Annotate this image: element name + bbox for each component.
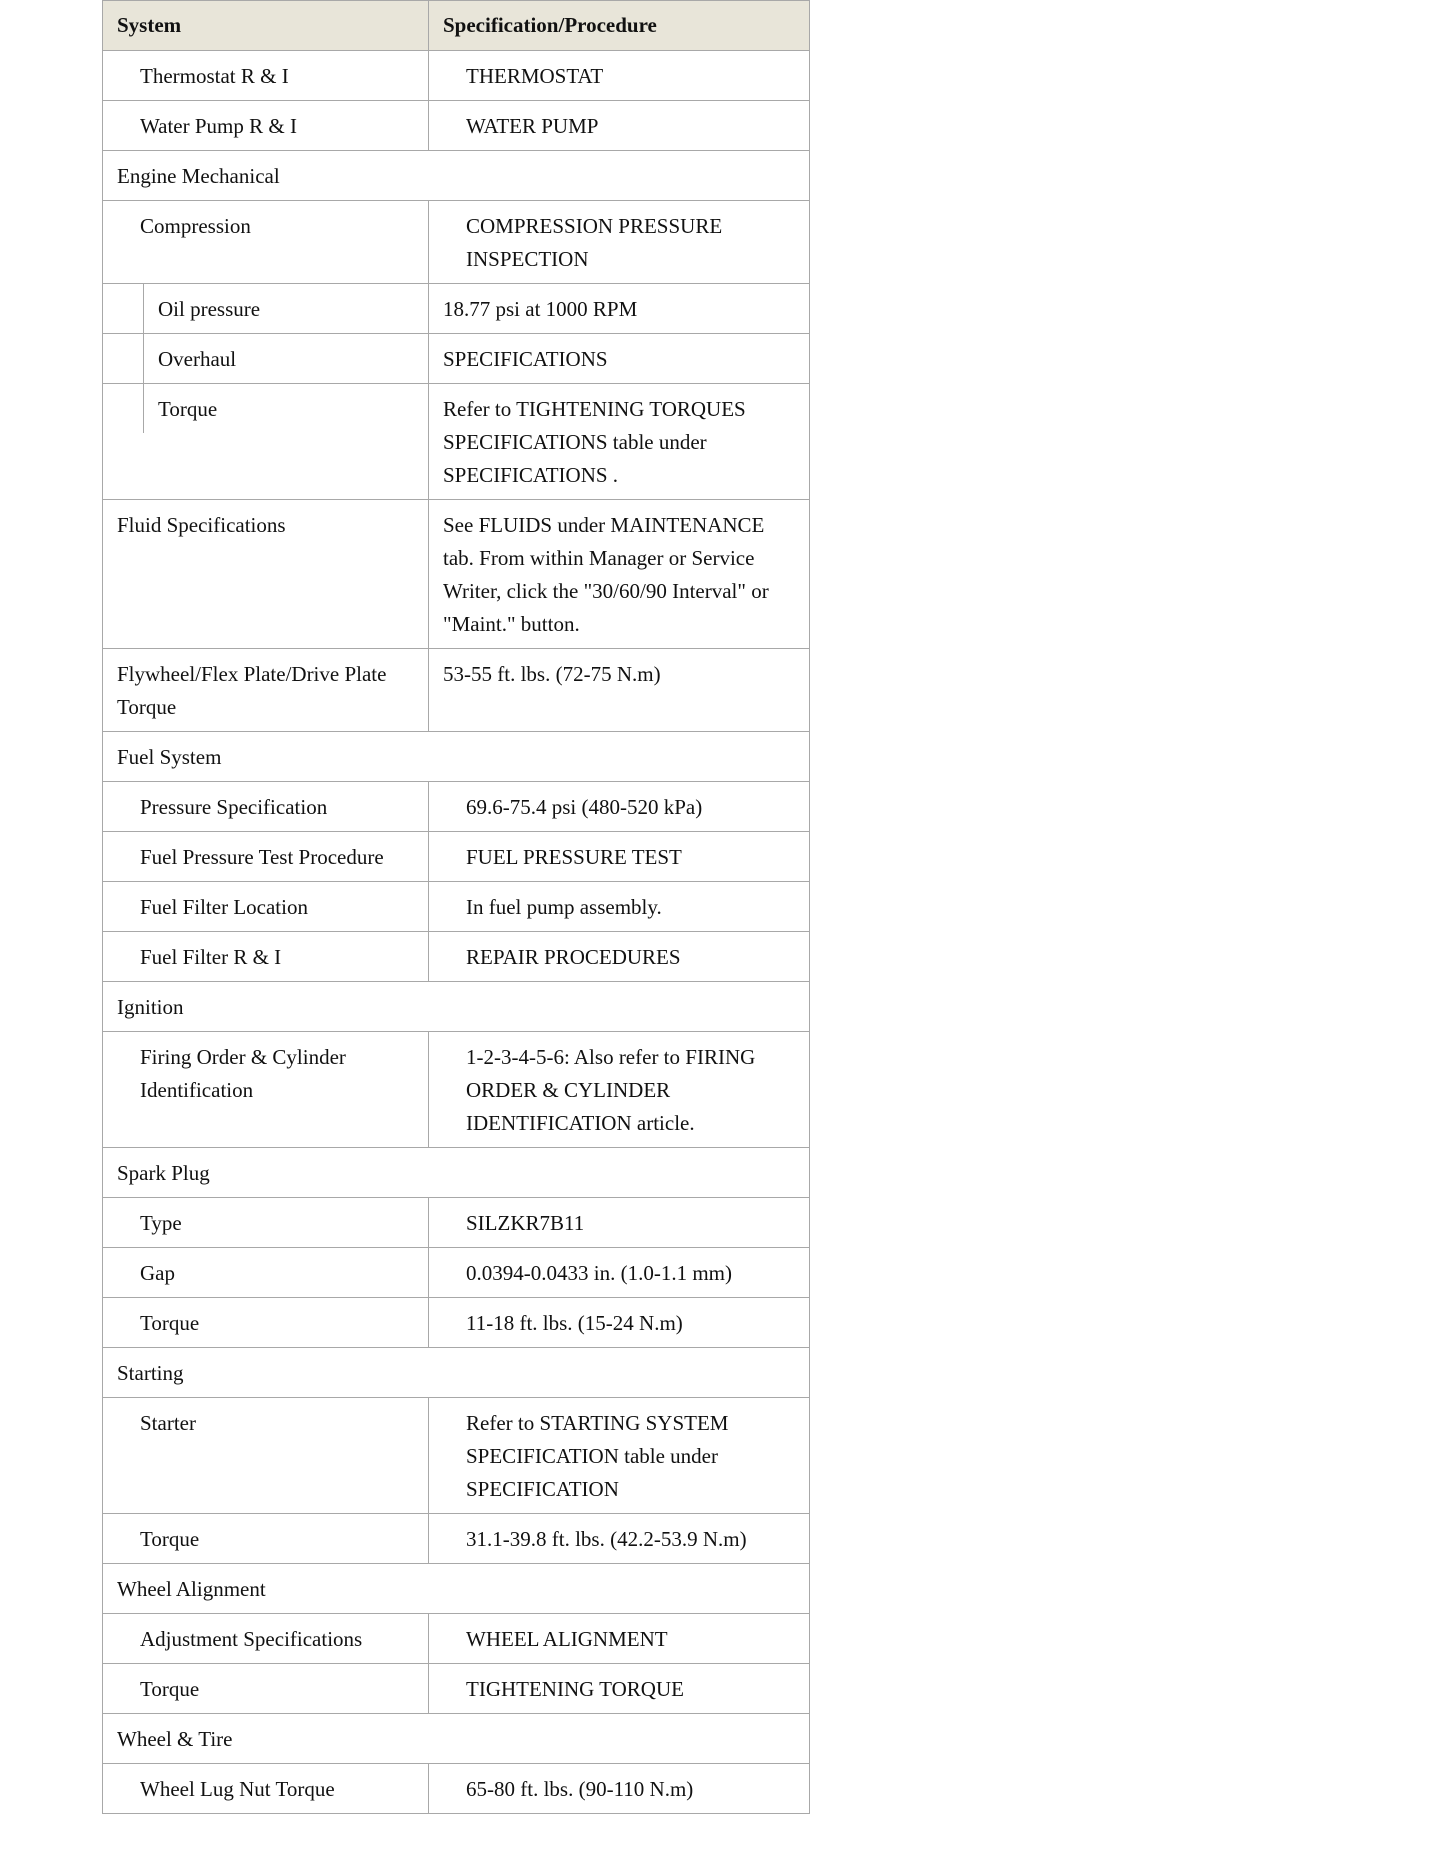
system-cell: Firing Order & Cylinder Identification [103,1032,429,1148]
spec-cell: 69.6-75.4 psi (480-520 kPa) [429,782,810,832]
table-row [103,384,810,500]
table-row [103,500,810,649]
section-row [103,151,810,201]
section-heading: Wheel & Tire [103,1714,810,1764]
section-heading: Wheel Alignment [103,1564,810,1614]
table-row [103,1298,810,1348]
system-cell: Type [103,1198,429,1248]
section-heading: Fuel System [103,732,810,782]
spec-cell: Refer to STARTING SYSTEM SPECIFICATION table under SPECIFICATION [429,1398,810,1514]
system-cell [103,284,429,334]
system-cell: Adjustment Specifications [103,1614,429,1664]
system-label: Oil pressure [158,297,261,321]
system-cell [103,334,429,384]
table-header-row [103,1,810,51]
nested-cell-wrapper [103,334,428,383]
system-cell: Wheel Lug Nut Torque [103,1764,429,1814]
system-cell: Fluid Specifications [103,500,429,649]
system-cell: Fuel Pressure Test Procedure [103,832,429,882]
spec-cell: COMPRESSION PRESSURE INSPECTION [429,201,810,284]
spec-cell: REPAIR PROCEDURES [429,932,810,982]
spec-cell: See FLUIDS under MAINTENANCE tab. From within Manager or Service Writer, click the "30/60/90 Interval" or "Maint." button. [429,500,810,649]
section-heading: Engine Mechanical [103,151,810,201]
table-row [103,101,810,151]
nested-cell-wrapper [103,284,428,333]
system-cell [103,384,429,500]
spec-cell: Refer to TIGHTENING TORQUES SPECIFICATIONS table under SPECIFICATIONS . [429,384,810,500]
table-row [103,832,810,882]
table-row [103,51,810,101]
section-row [103,1148,810,1198]
spec-cell: THERMOSTAT [429,51,810,101]
system-cell: Flywheel/Flex Plate/Drive Plate Torque [103,649,429,732]
table-row [103,882,810,932]
system-cell: Torque [103,1298,429,1348]
table-row [103,1398,810,1514]
table-row [103,334,810,384]
spec-cell: 11-18 ft. lbs. (15-24 N.m) [429,1298,810,1348]
section-row [103,1714,810,1764]
table-row [103,1614,810,1664]
spec-cell: 18.77 psi at 1000 RPM [429,284,810,334]
section-heading: Starting [103,1348,810,1398]
nested-cell-wrapper [103,384,428,433]
spec-cell: 0.0394-0.0433 in. (1.0-1.1 mm) [429,1248,810,1298]
spec-cell: WHEEL ALIGNMENT [429,1614,810,1664]
indent-gutter [103,284,144,333]
system-cell: Thermostat R & I [103,51,429,101]
table-row [103,1198,810,1248]
indent-gutter [103,334,144,383]
spec-cell: WATER PUMP [429,101,810,151]
spec-cell: 1-2-3-4-5-6: Also refer to FIRING ORDER & CYLINDER IDENTIFICATION article. [429,1032,810,1148]
system-cell: Torque [103,1514,429,1564]
spec-cell: 53-55 ft. lbs. (72-75 N.m) [429,649,810,732]
table-row [103,1764,810,1814]
table-row [103,932,810,982]
table-row [103,1664,810,1714]
section-row [103,1564,810,1614]
spec-cell: 31.1-39.8 ft. lbs. (42.2-53.9 N.m) [429,1514,810,1564]
system-cell: Pressure Specification [103,782,429,832]
system-cell: Fuel Filter Location [103,882,429,932]
table-row [103,201,810,284]
section-row [103,732,810,782]
section-row [103,1348,810,1398]
system-cell: Fuel Filter R & I [103,932,429,982]
system-cell: Compression [103,201,429,284]
spec-cell: SPECIFICATIONS [429,334,810,384]
table-body [103,51,810,1814]
spec-cell: In fuel pump assembly. [429,882,810,932]
system-column-header: System [103,1,429,51]
system-label: Overhaul [158,347,237,371]
specifications-table [102,0,810,1814]
system-cell: Torque [103,1664,429,1714]
table-row [103,1514,810,1564]
spec-cell: 65-80 ft. lbs. (90-110 N.m) [429,1764,810,1814]
section-heading: Ignition [103,982,810,1032]
table-row [103,649,810,732]
table-row [103,1032,810,1148]
table-row [103,782,810,832]
table-row [103,1248,810,1298]
table-row [103,284,810,334]
spec-cell: TIGHTENING TORQUE [429,1664,810,1714]
system-cell: Starter [103,1398,429,1514]
indent-gutter [103,384,144,433]
system-cell: Gap [103,1248,429,1298]
spec-cell: FUEL PRESSURE TEST [429,832,810,882]
system-label: Torque [158,397,218,421]
spec-column-header: Specification/Procedure [429,1,810,51]
spec-cell: SILZKR7B11 [429,1198,810,1248]
section-row [103,982,810,1032]
section-heading: Spark Plug [103,1148,810,1198]
system-cell: Water Pump R & I [103,101,429,151]
